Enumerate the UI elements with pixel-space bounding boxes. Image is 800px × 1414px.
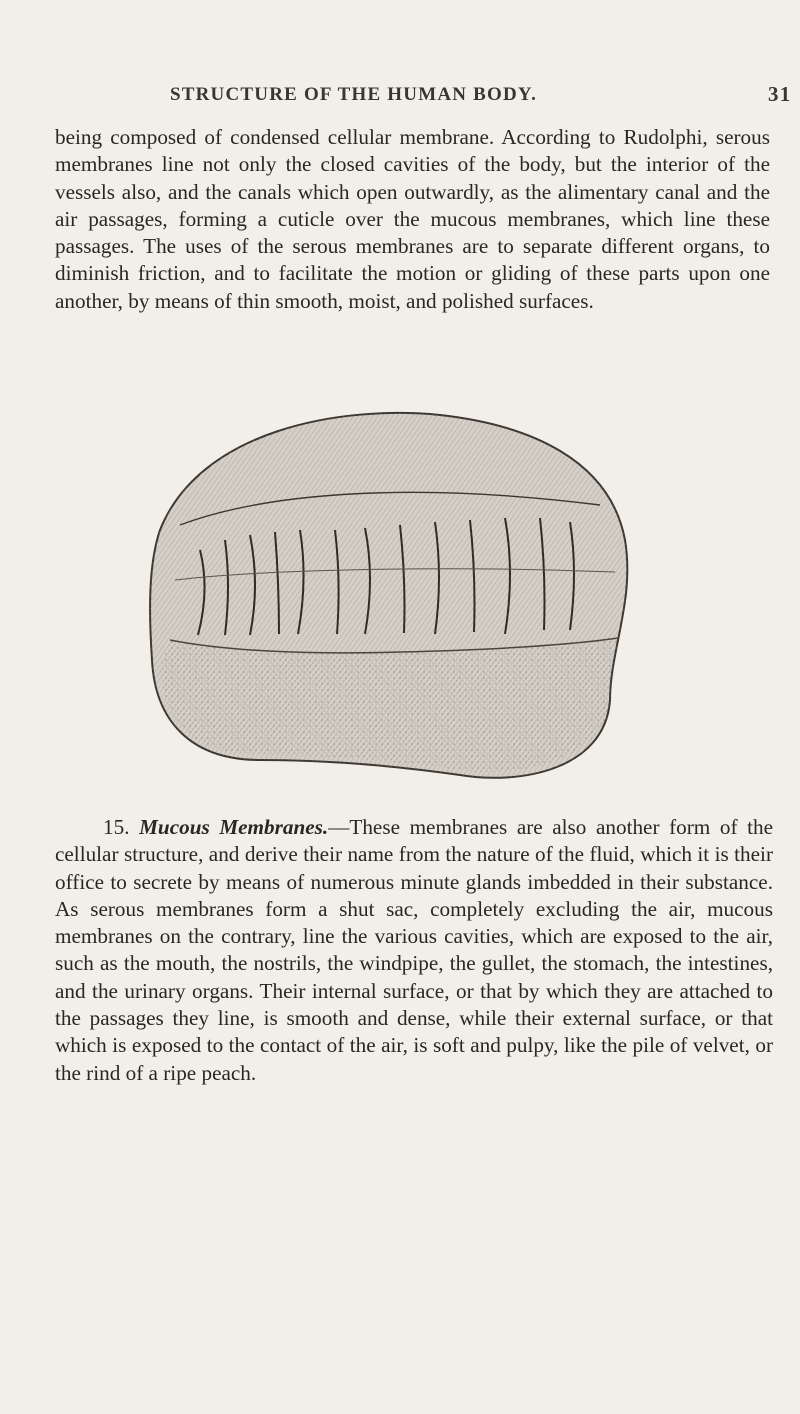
paragraph-mucous-membranes: [55, 814, 773, 1087]
mucous-membrane-illustration: [140, 400, 640, 785]
paragraph-serous-membranes: being composed of condensed cellular membrane. According to Rudolphi, serous membranes line not only the closed cavities of the body, but the interior of the vessels also, and the canals which open outwardly, as the alimentary canal and the air passages, forming a cuticle over the mucous membranes, which line these passages. The uses of the serous membranes are to separate different organs, to diminish friction, and to facilitate the motion or gliding of these parts upon one another, by means of thin smooth, moist, and polished surfaces.: [55, 125, 770, 313]
section-text: —These membranes are also another form of the cellular structure, and derive their name from the nature of the fluid, which it is their office to secrete by means of numerous minute glands imbedded in their substance. As serous membranes form a shut sac, completely excluding the air, mucous membranes on the contrary, line the various cavities, which are exposed to the air, such as the mouth, the nostrils, the windpipe, the gullet, the stomach, the intestines, and the urinary organs. Their internal surface, or that by which they are attached to the passages they line, is smooth and dense, while their external surface, or that which is exposed to the contact of the air, is soft and pulpy, like the pile of velvet, or the rind of a ripe peach.: [55, 815, 773, 1085]
page-number: 31: [768, 82, 792, 106]
section-number: 15.: [103, 815, 130, 839]
running-title: STRUCTURE OF THE HUMAN BODY.: [170, 84, 538, 105]
section-title: Mucous Membranes.: [139, 815, 329, 839]
